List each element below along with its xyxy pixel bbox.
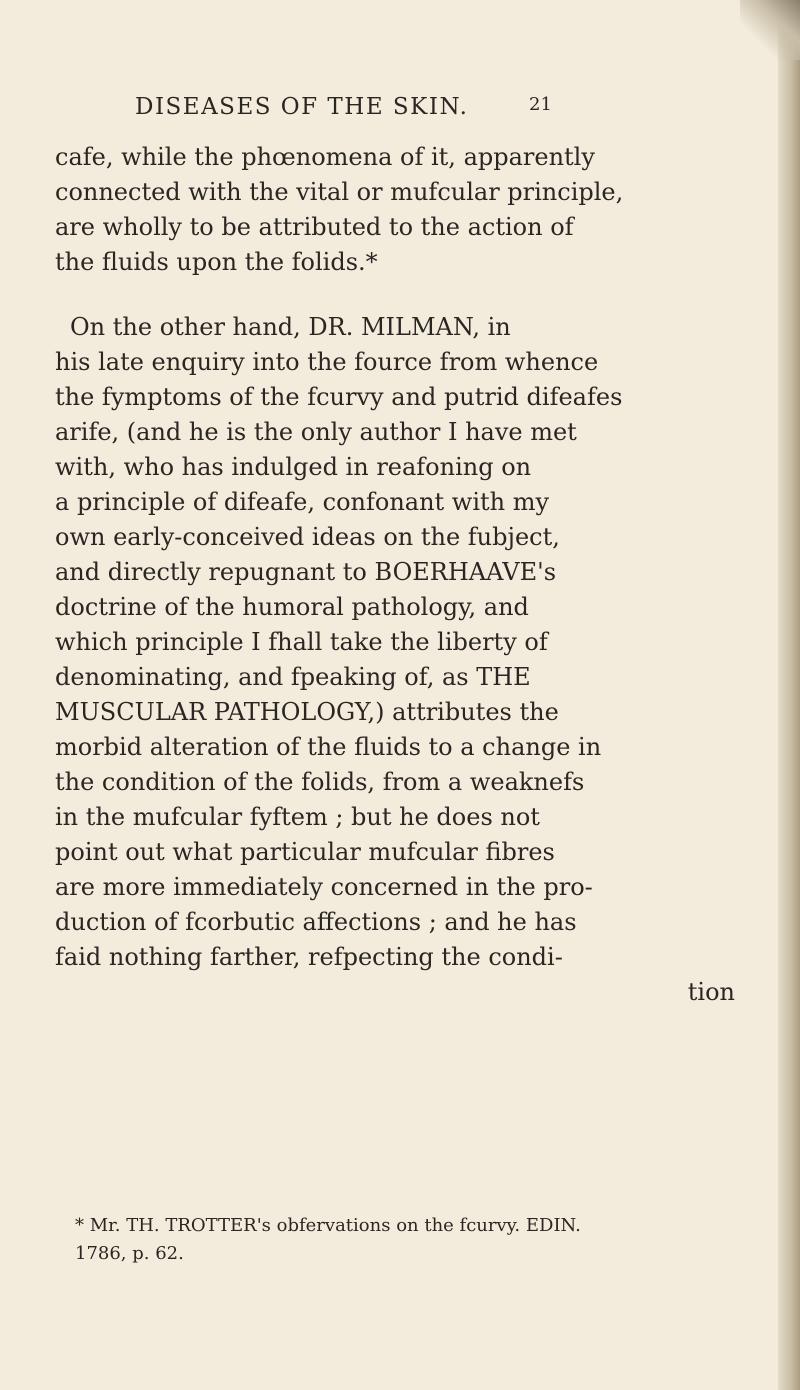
text-line: in the mufcular fyftem ; but he does not [55,803,540,831]
page-edge-shadow [778,0,800,1390]
footnote-line: * Mr. TH. TROTTER's obfervations on the fcurvy. EDIN. [75,1215,581,1236]
text-line: the fymptoms of the fcurvy and putrid difeafes [55,383,623,411]
text-line: morbid alteration of the fluids to a change in [55,733,602,761]
text-line: and directly repugnant to BOERHAAVE's [55,558,557,586]
paragraph-1 [55,140,745,280]
catchword: tion [687,978,735,1006]
page-header [103,94,753,134]
running-head: DISEASES OF THE SKIN. [135,94,469,120]
footnote-line: 1786, p. 62. [75,1243,184,1264]
text-line: are wholly to be attributed to the action of [55,213,574,241]
text-line: faid nothing farther, refpecting the condi- [55,943,563,971]
text-line: the condition of the folids, from a weaknefs [55,768,585,796]
text-line: his late enquiry into the fource from whence [55,348,599,376]
text-line: denominating, and fpeaking of, as THE [55,663,531,691]
paragraph-2 [55,310,745,1010]
text-line: point out what particular mufcular fibres [55,838,555,866]
text-line: the fluids upon the folids.* [55,248,378,276]
body-text [55,140,745,1010]
text-line: doctrine of the humoral pathology, and [55,593,529,621]
text-line: own early-conceived ideas on the fubject, [55,523,560,551]
text-line: are more immediately concerned in the pro- [55,873,593,901]
text-line: cafe, while the phœnomena of it, apparently [55,143,595,171]
folded-corner [740,0,800,60]
text-line: connected with the vital or mufcular principle, [55,178,624,206]
text-line: duction of fcorbutic affections ; and he has [55,908,577,936]
page-number: 21 [529,94,552,115]
text-line: a principle of difeafe, confonant with my [55,488,550,516]
text-line: arife, (and he is the only author I have met [55,418,577,446]
text-line: MUSCULAR PATHOLOGY,) attributes the [55,698,559,726]
text-line: On the other hand, DR. MILMAN, in [70,313,511,341]
text-line: with, who has indulged in reafoning on [55,453,532,481]
footnote [75,1212,755,1268]
text-line: which principle I fhall take the liberty of [55,628,548,656]
